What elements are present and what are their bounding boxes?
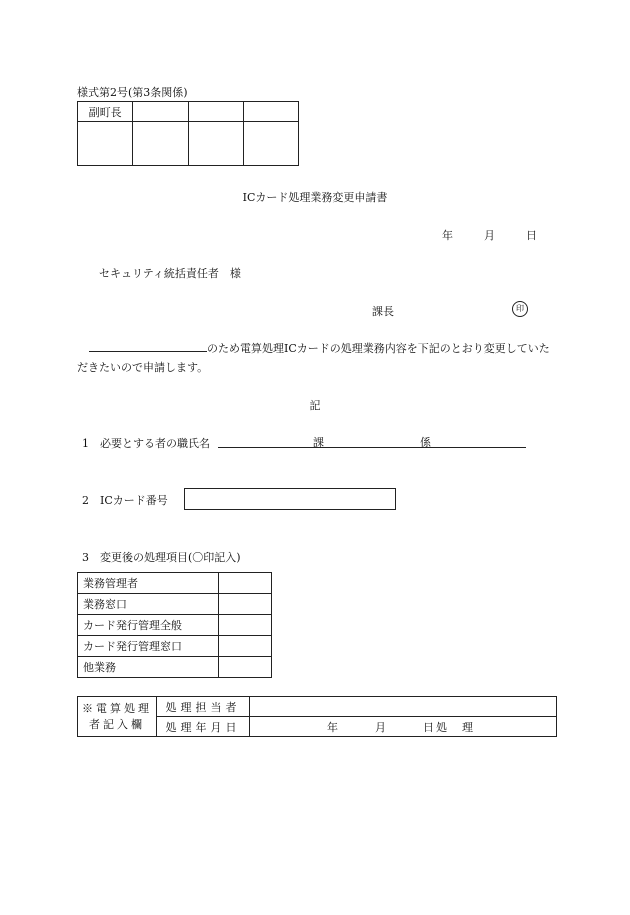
date-day: 日 bbox=[526, 229, 537, 242]
processing-item-mark bbox=[219, 657, 272, 678]
table-row bbox=[78, 636, 272, 657]
approval-header-cell bbox=[133, 102, 188, 122]
table-row bbox=[78, 573, 272, 594]
approval-header-cell bbox=[243, 102, 298, 122]
processing-item-mark bbox=[219, 636, 272, 657]
approval-stamp-cell bbox=[243, 122, 298, 166]
request-text: のため電算処理ICカードの処理業務内容を下記のとおり変更していただきたいので申請します。 bbox=[77, 342, 550, 374]
ki-heading: 記 bbox=[309, 399, 321, 412]
processing-item-label: 業務窓口 bbox=[78, 594, 219, 615]
approval-label-deputy-mayor: 副町長 bbox=[78, 102, 133, 122]
table-row bbox=[78, 615, 272, 636]
approval-stamp-cell bbox=[188, 122, 243, 166]
table-row bbox=[78, 594, 272, 615]
processing-item-mark bbox=[219, 573, 272, 594]
approval-stamp-cell bbox=[133, 122, 188, 166]
item3-label: 3 変更後の処理項目(〇印記入) bbox=[82, 551, 241, 564]
processing-year: 年 bbox=[327, 720, 338, 734]
date-month: 月 bbox=[484, 229, 495, 242]
corner-line-1: ※電算処理 bbox=[82, 701, 152, 715]
processing-date-label: 処理年月日 bbox=[157, 717, 250, 737]
item2-label: 2 ICカード番号 bbox=[82, 494, 168, 507]
processing-month: 月 bbox=[375, 720, 386, 734]
processing-item-label: カード発行管理窓口 bbox=[78, 636, 219, 657]
staff-entry-corner-label bbox=[78, 697, 157, 737]
date-line bbox=[442, 227, 537, 243]
processing-date-value bbox=[250, 717, 557, 737]
form-number: 様式第2号(第3条関係) bbox=[77, 86, 188, 99]
approval-table bbox=[77, 101, 299, 166]
processing-item-label: 他業務 bbox=[78, 657, 219, 678]
document-title: ICカード処理業務変更申請書 bbox=[242, 191, 388, 204]
section-chief-label: 課長 bbox=[372, 305, 394, 318]
staff-entry-table bbox=[77, 696, 557, 737]
processing-item-mark bbox=[219, 615, 272, 636]
processing-items-table bbox=[77, 572, 272, 678]
processing-day: 日処 理 bbox=[423, 720, 475, 734]
corner-line-2: 者記入欄 bbox=[89, 717, 145, 731]
processing-item-mark bbox=[219, 594, 272, 615]
processing-staff-label: 処理担当者 bbox=[157, 697, 250, 717]
item1-label: 1 必要とする者の職氏名 bbox=[82, 437, 210, 450]
approval-stamp-cell bbox=[78, 122, 133, 166]
processing-staff-value bbox=[250, 697, 557, 717]
item1-subsection: 係 bbox=[420, 436, 431, 449]
processing-item-label: 業務管理者 bbox=[78, 573, 219, 594]
item1-underline bbox=[218, 447, 526, 448]
ic-card-number-box bbox=[184, 488, 396, 510]
date-year: 年 bbox=[442, 229, 453, 242]
seal-mark: 印 bbox=[512, 301, 528, 317]
request-paragraph bbox=[77, 339, 557, 377]
approval-header-cell bbox=[188, 102, 243, 122]
addressee: セキュリティ統括責任者 様 bbox=[99, 267, 241, 280]
table-row bbox=[78, 657, 272, 678]
processing-item-label: カード発行管理全般 bbox=[78, 615, 219, 636]
item1-section: 課 bbox=[313, 436, 324, 449]
reason-blank-line bbox=[89, 339, 207, 352]
